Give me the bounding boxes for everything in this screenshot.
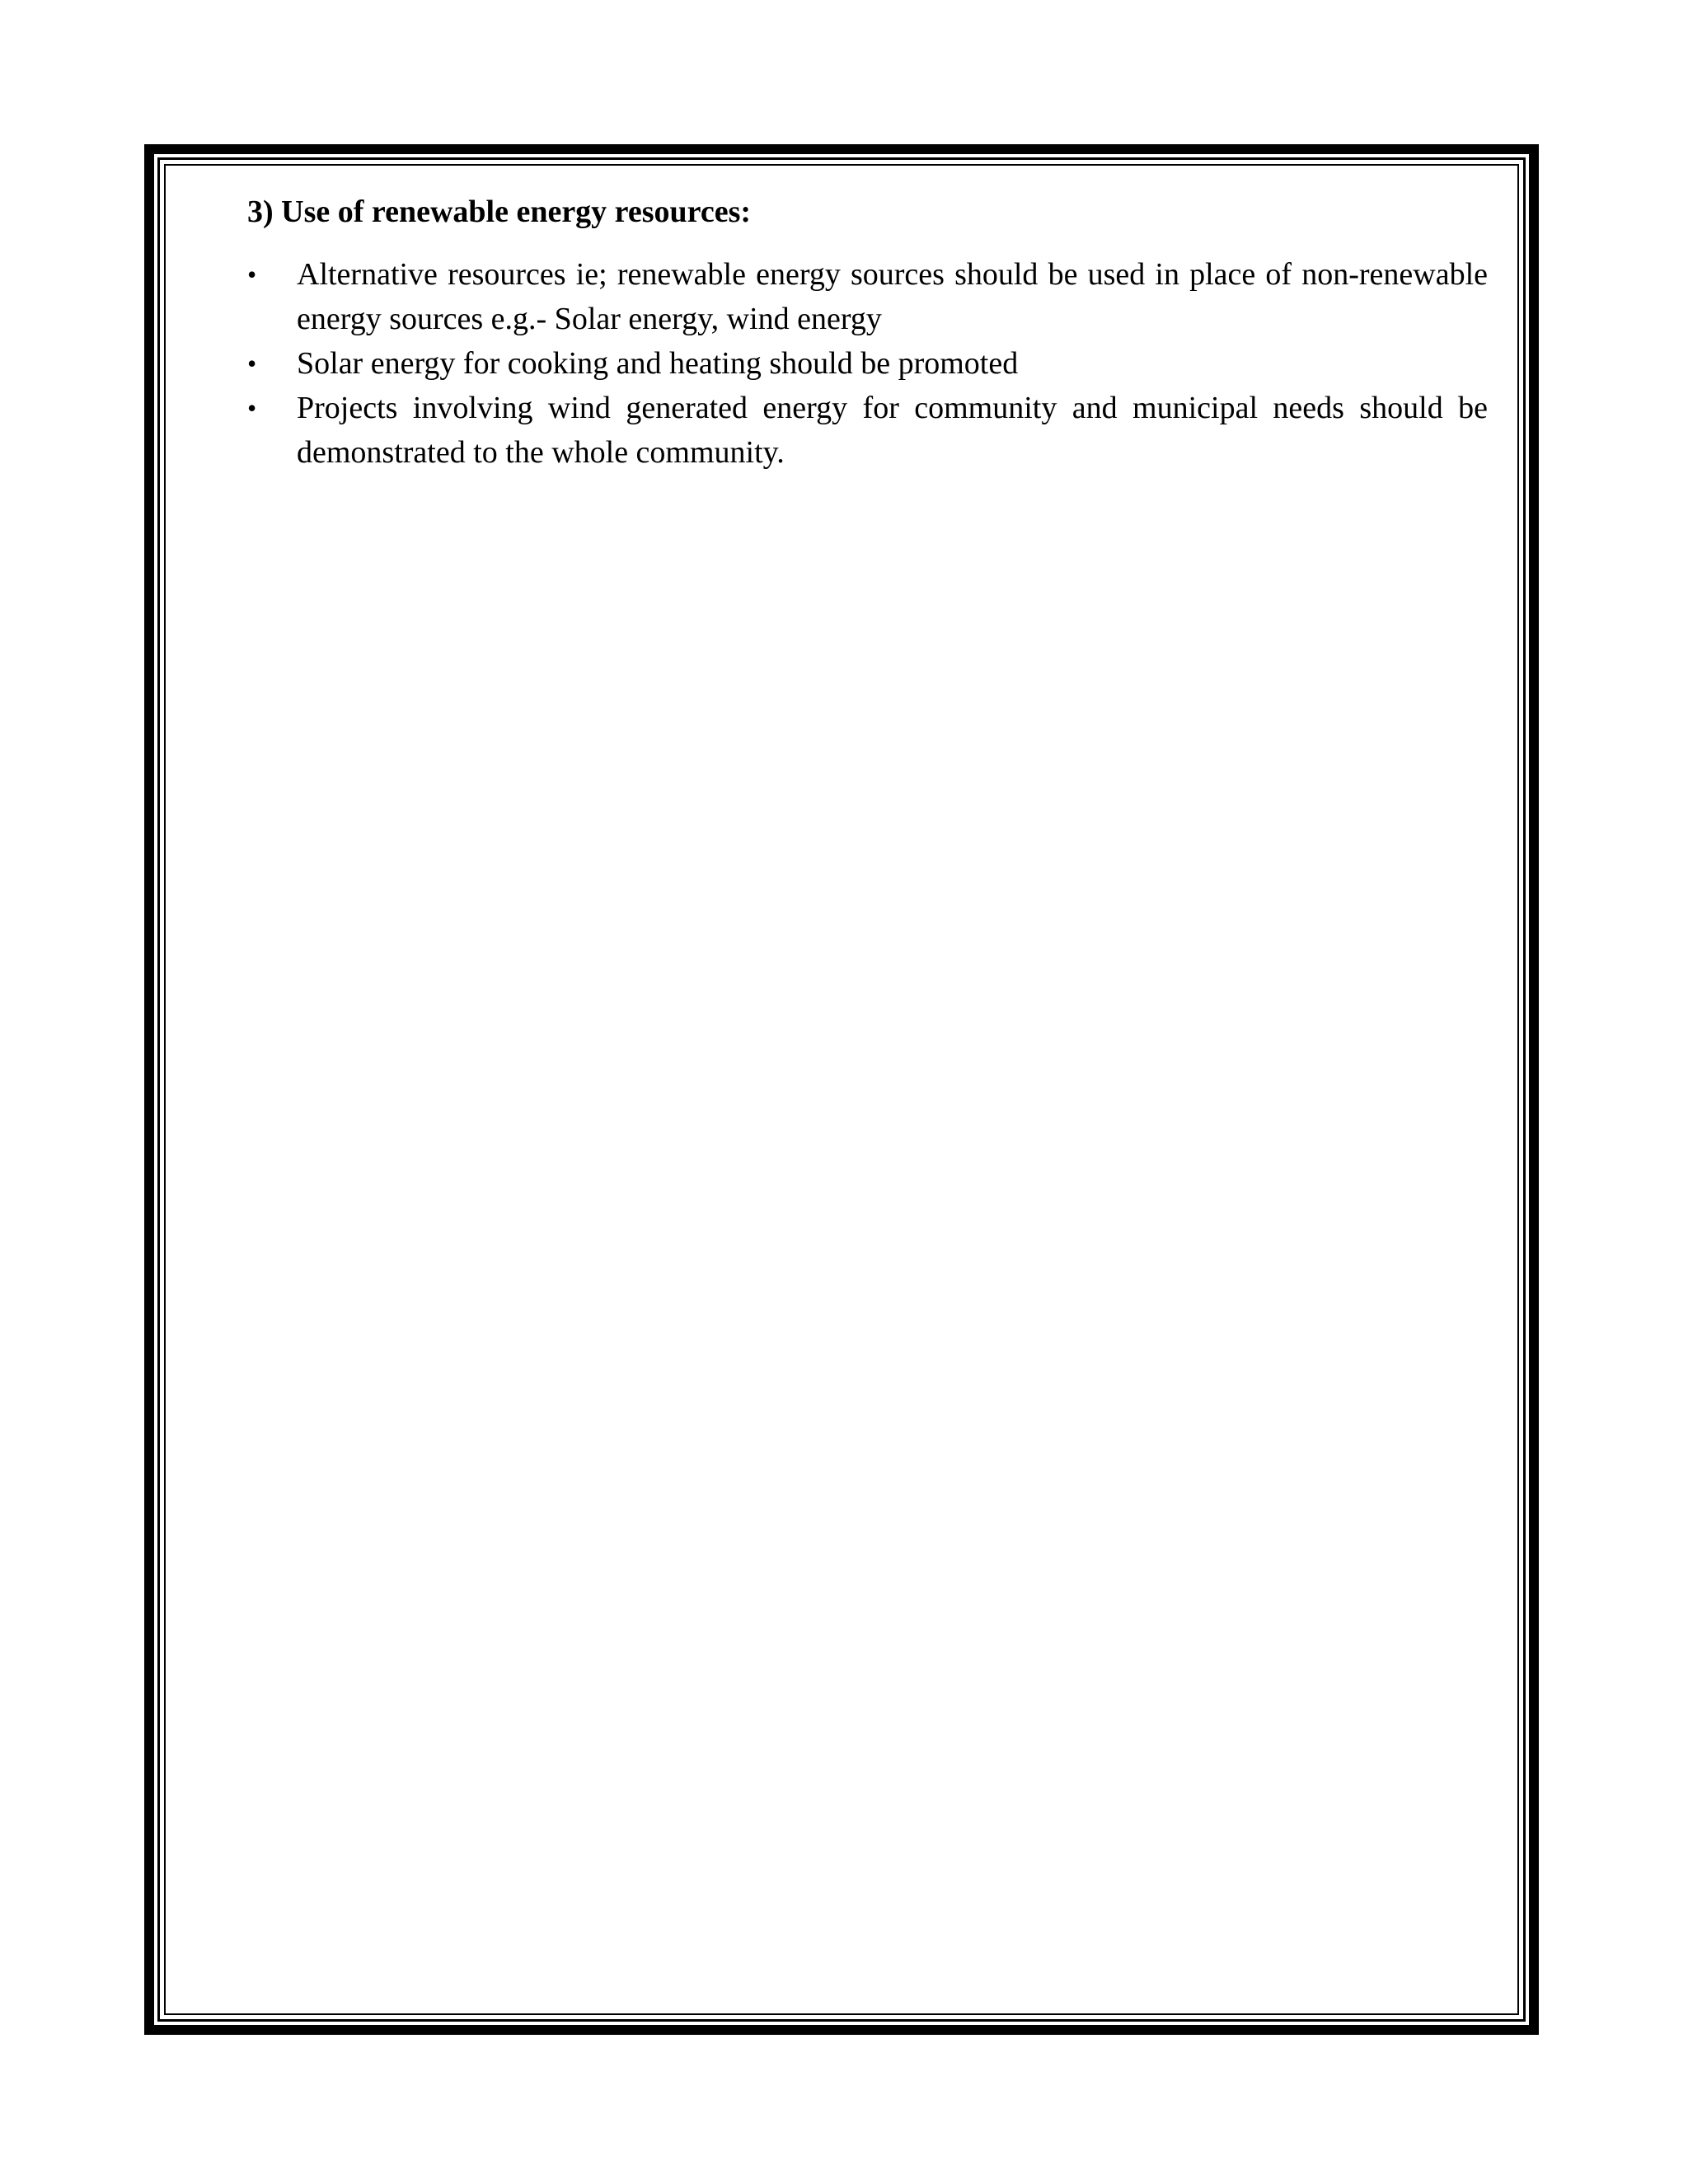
list-item (247, 341, 1488, 386)
bullet-icon: • (247, 393, 257, 423)
list-item (247, 386, 1488, 475)
bullet-icon: • (247, 260, 257, 289)
list-item-text: Projects involving wind generated energy for community and municipal needs should be demonstrated to the whole community. (297, 391, 1488, 470)
page-content (247, 191, 1488, 475)
list-item-text: Solar energy for cooking and heating should be promoted (297, 346, 1019, 381)
bullet-icon: • (247, 349, 257, 378)
section-heading: 3) Use of renewable energy resources: (247, 194, 752, 229)
list-item (247, 252, 1488, 341)
bullet-list (247, 252, 1488, 475)
list-item-text: Alternative resources ie; renewable energy sources should be used in place of non-renewable energy sources e.g.- Solar energy, wind energy (297, 257, 1488, 336)
